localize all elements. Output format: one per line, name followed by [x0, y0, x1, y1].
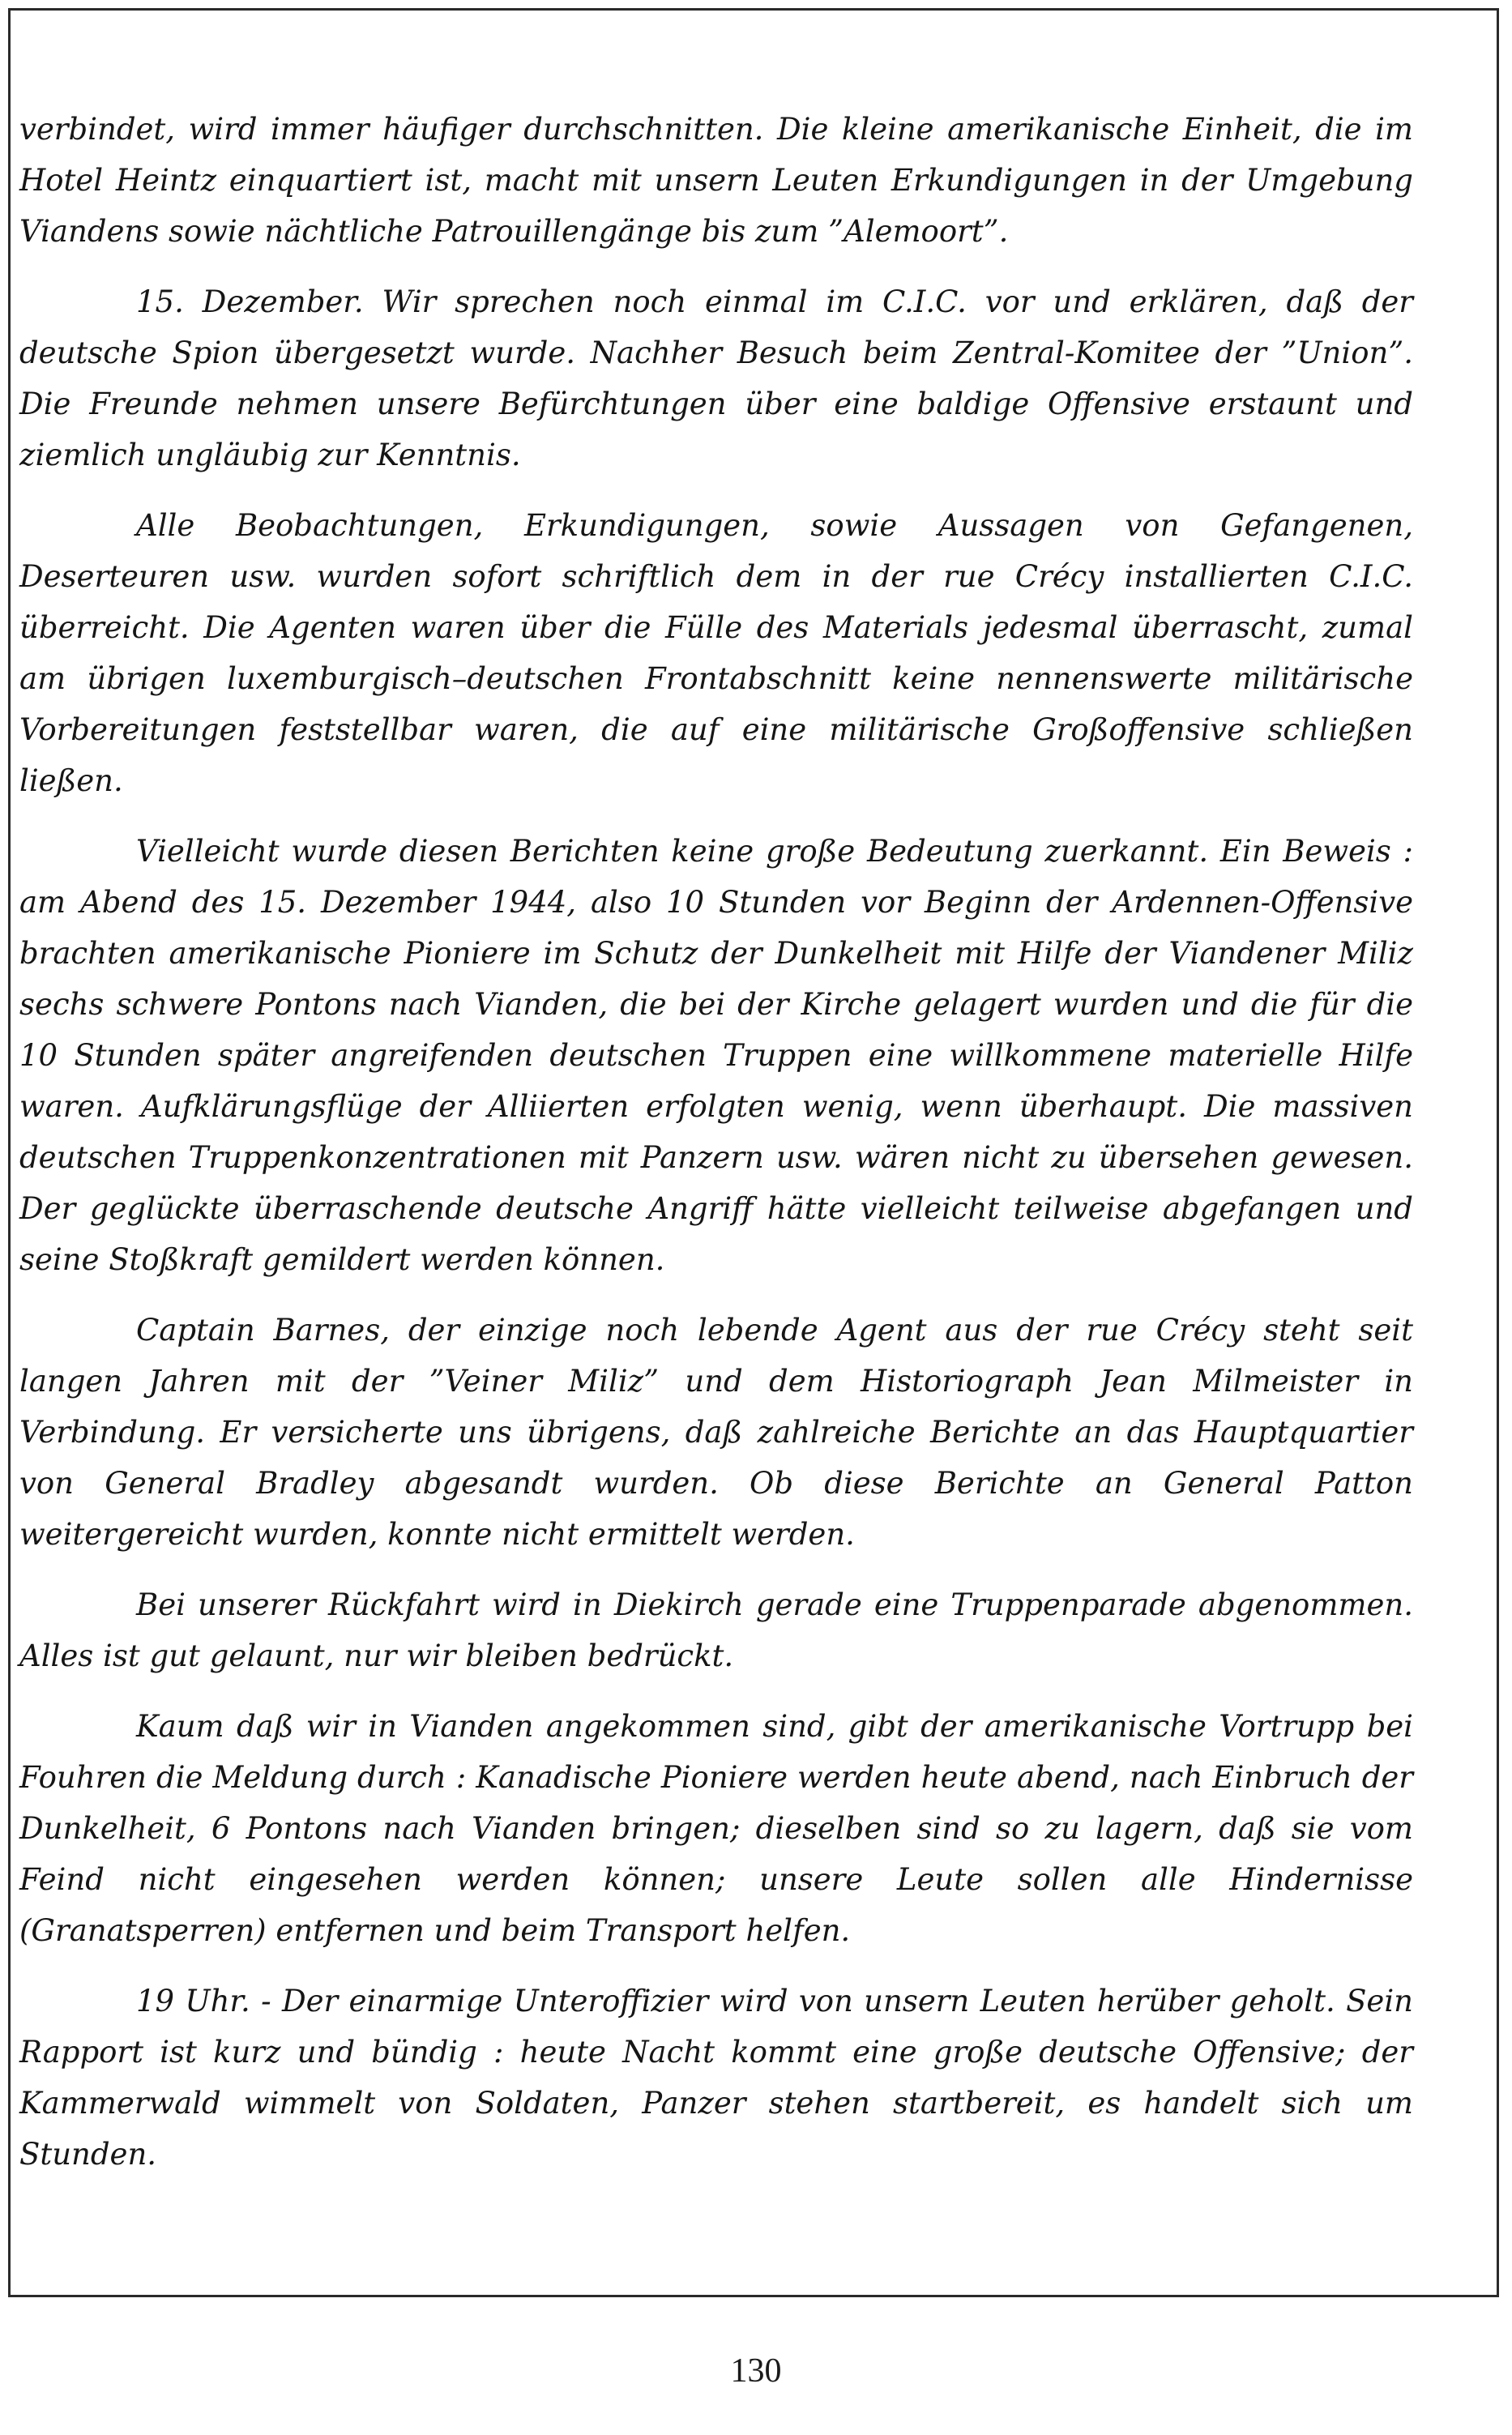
paragraph-continuation: verbindet, wird immer häufiger durchschnitten. Die kleine amerikanische Einheit, die im Hotel Heintz einquartiert ist, macht mit unsern Leuten Erkundigungen in der Umgebung Viandens sowie nächtliche Patrouillengänge bis zum ”Alemoort”. [19, 112, 1413, 249]
paragraph-captain-barnes: Captain Barnes, der einzige noch lebende Agent aus der rue Crécy steht seit langen Jahren mit der ”Veiner Miliz” und dem Historiograph Jean Milmeister in Verbindung. Er versicherte uns übrigens, daß zahlreiche Berichte an das Hauptquartier von General Bradley abgesandt wurden. Ob diese Berichte an General Patton weitergereicht wurden, konnte nicht ermittelt werden. [19, 1313, 1413, 1552]
page-number: 130 [730, 2352, 782, 2390]
paragraph-vielleicht: Vielleicht wurde diesen Berichten keine große Bedeutung zuerkannt. Ein Beweis : am Abend des 15. Dezember 1944, also 10 Stunden vor Beginn der Ardennen-Offensive brachten amerikanische Pioniere im Schutz der Dunkelheit mit Hilfe der Viandener Miliz sechs schwere Pontons nach Vianden, die bei der Kirche gelagert wurden und die für die 10 Stunden später angreifenden deutschen Truppen eine willkommene materielle Hilfe waren. Aufklärungsflüge der Alliierten erfolgten wenig, wenn überhaupt. Die massiven deutschen Truppenkonzentrationen mit Panzern usw. wären nicht zu übersehen gewesen. Der geglückte überraschende deutsche Angriff hätte vielleicht teilweise abgefangen und seine Stoßkraft gemildert werden können. [19, 834, 1413, 1277]
paragraph-rueckfahrt: Bei unserer Rückfahrt wird in Diekirch gerade eine Truppenparade abgenommen. Alles ist gut gelaunt, nur wir bleiben bedrückt. [19, 1587, 1413, 1673]
paragraph-15-dezember: 15. Dezember. Wir sprechen noch einmal im C.I.C. vor und erklären, daß der deutsche Spion übergesetzt wurde. Nachher Besuch beim Zentral-Komitee der ”Union”. Die Freunde nehmen unsere Befürchtungen über eine baldige Offensive erstaunt und ziemlich ungläubig zur Kenntnis. [19, 284, 1413, 472]
text-column [19, 104, 1413, 2199]
paragraph-kaum: Kaum daß wir in Vianden angekommen sind, gibt der amerikanische Vortrupp bei Fouhren die Meldung durch : Kanadische Pioniere werden heute abend, nach Einbruch der Dunkelheit, 6 Pontons nach Vianden bringen; dieselben sind so zu lagern, daß sie vom Feind nicht eingesehen werden können; unsere Leute sollen alle Hindernisse (Granatsperren) entfernen und beim Transport helfen. [19, 1709, 1413, 1948]
paragraph-beobachtungen: Alle Beobachtungen, Erkundigungen, sowie Aussagen von Gefangenen, Deserteuren usw. wurden sofort schriftlich dem in der rue Crécy installierten C.I.C. überreicht. Die Agenten waren über die Fülle des Materials jedesmal überrascht, zumal am übrigen luxemburgisch–deutschen Frontabschnitt keine nennenswerte militärische Vorbereitungen feststellbar waren, die auf eine militärische Großoffensive schließen ließen. [19, 508, 1413, 798]
paragraph-19-uhr: 19 Uhr. - Der einarmige Unteroffizier wird von unsern Leuten herüber geholt. Sein Rapport ist kurz und bündig : heute Nacht kommt eine große deutsche Offensive; der Kammerwald wimmelt von Soldaten, Panzer stehen startbereit, es handelt sich um Stunden. [19, 1984, 1413, 2172]
